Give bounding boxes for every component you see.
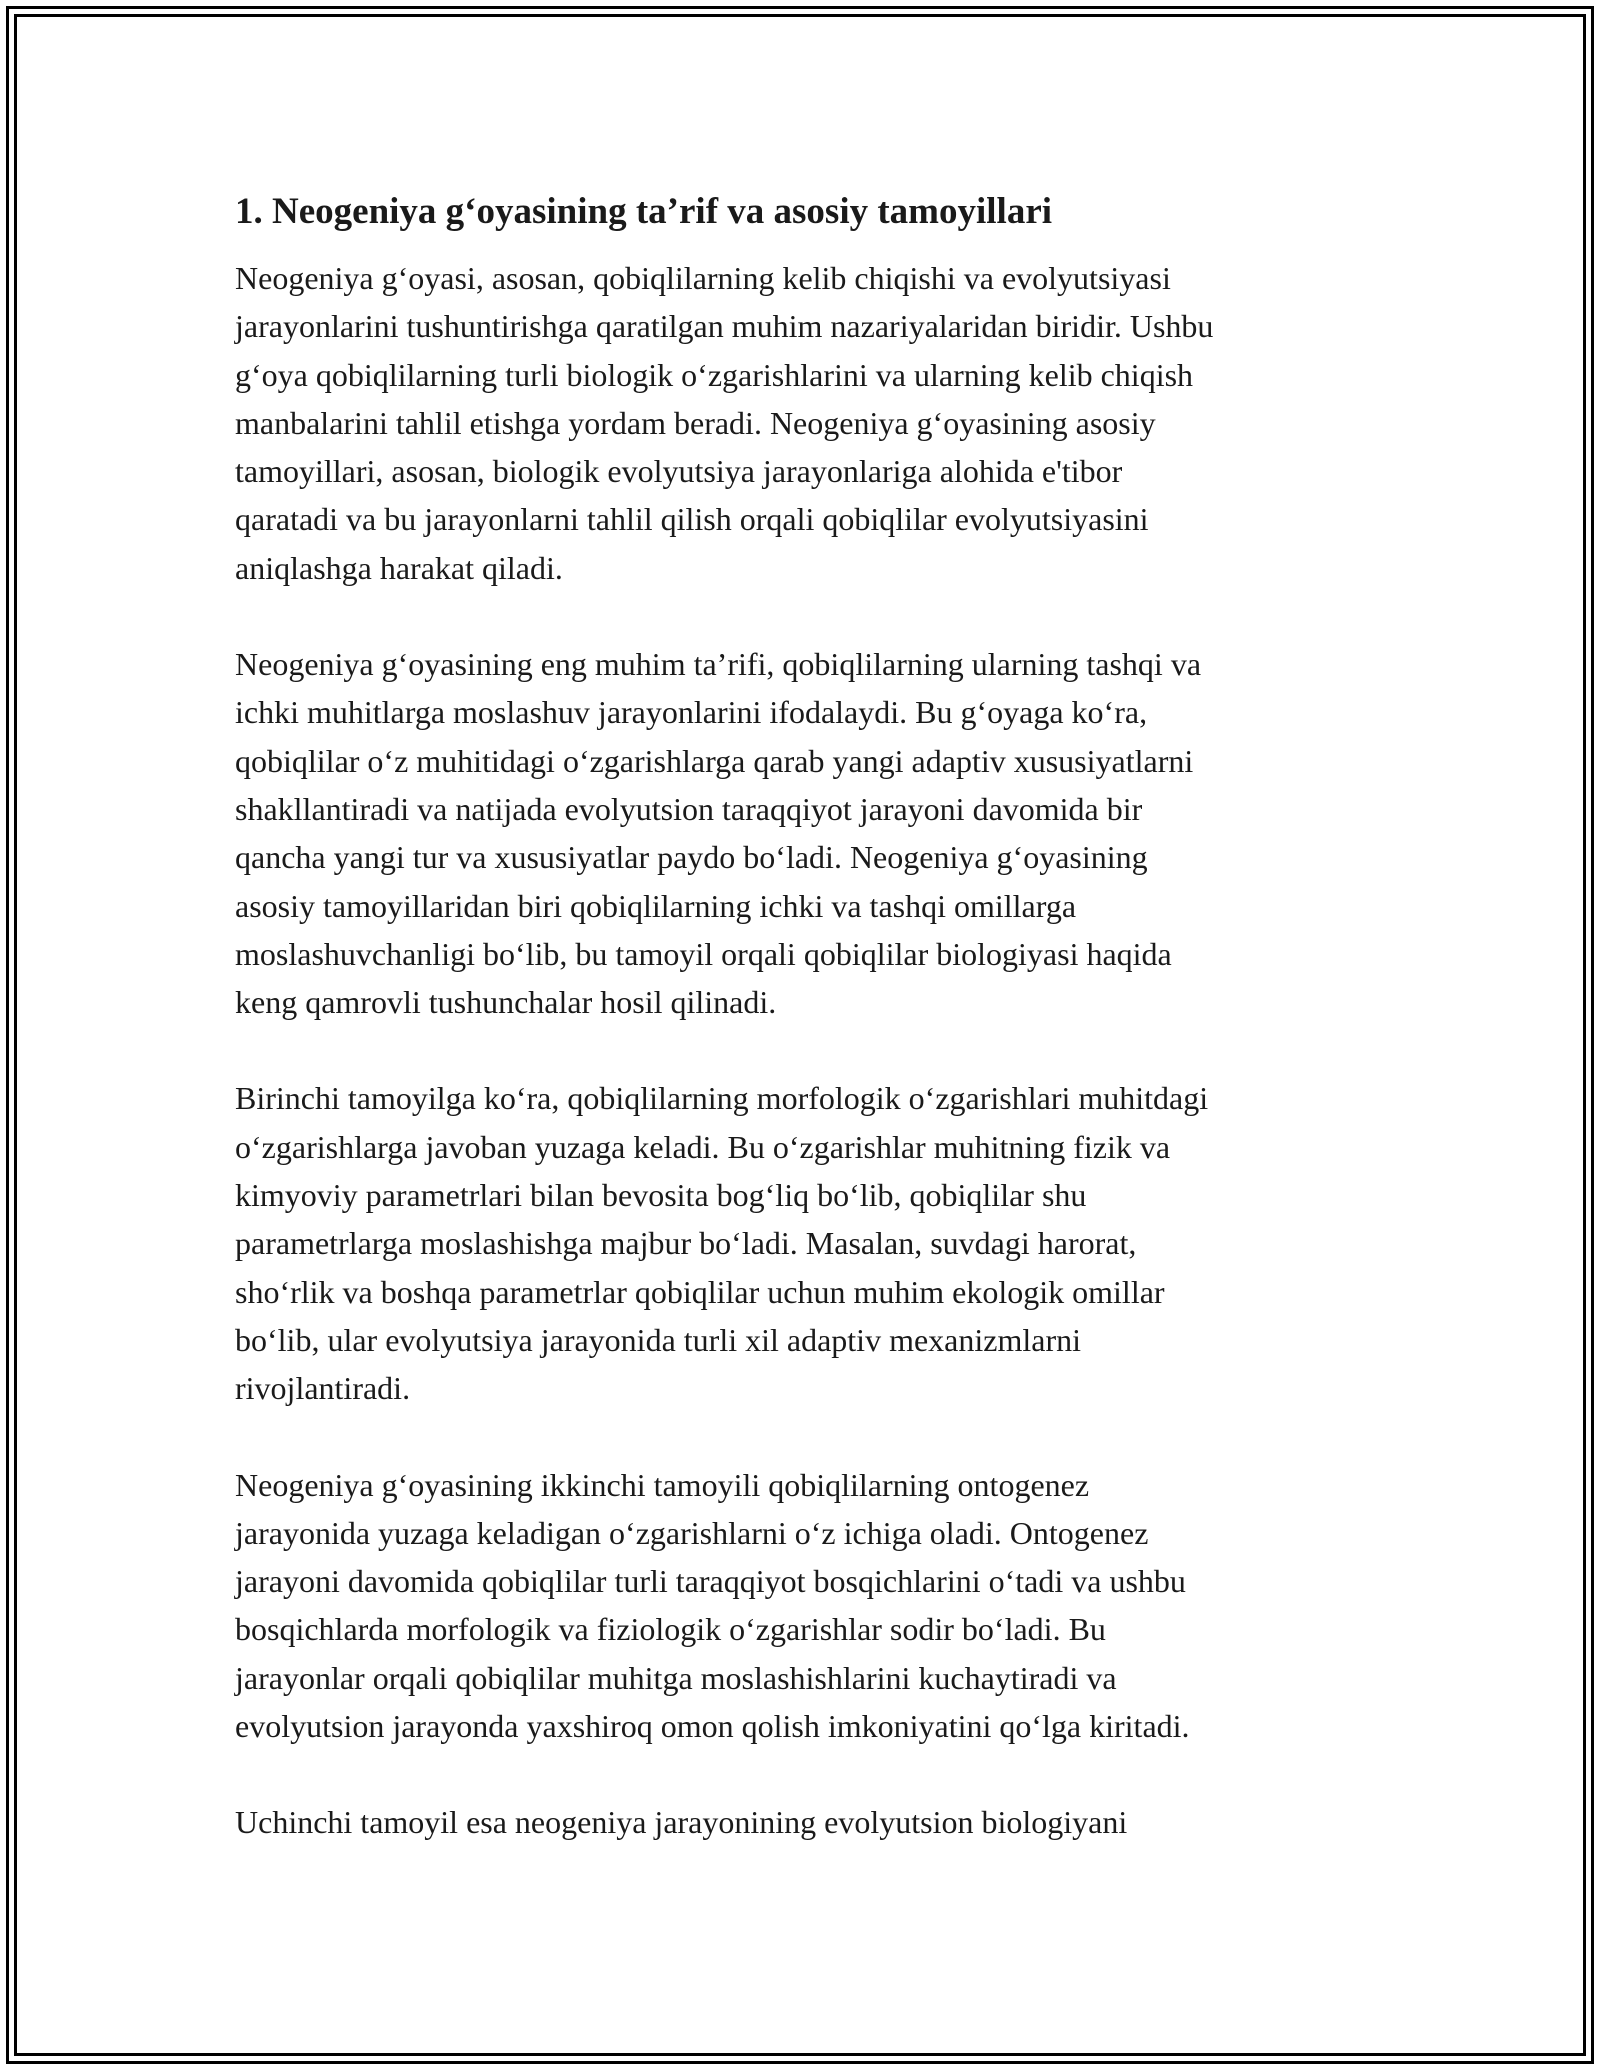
text-line: rivojlantiradi. bbox=[235, 1370, 411, 1407]
text-line: moslashuvchanligi bo‘lib, bu tamoyil orqali qobiqlilar biologiyasi haqida bbox=[235, 935, 1172, 972]
text-line: bosqichlarda morfologik va fiziologik o‘zgarishlar sodir bo‘ladi. Bu bbox=[235, 1611, 1106, 1648]
text-line: bo‘lib, ular evolyutsiya jarayonida turli xil adaptiv mexanizmlarni bbox=[235, 1321, 1081, 1358]
text-line: parametrlarga moslashishga majbur bo‘ladi. Masalan, suvdagi harorat, bbox=[235, 1225, 1137, 1262]
text-line: jarayonlar orqali qobiqlilar muhitga moslashishlarini kuchaytiradi va bbox=[235, 1659, 1117, 1696]
text-line: manbalarini tahlil etishga yordam beradi. Neogeniya g‘oyasining asosiy bbox=[235, 404, 1156, 441]
text-line: qaratadi va bu jarayonlarni tahlil qilish orqali qobiqlilar evolyutsiyasini bbox=[235, 501, 1149, 538]
section-heading: 1. Neogeniya g‘oyasining ta’rif va asosiy tamoyillari bbox=[235, 191, 1053, 232]
text-line: Neogeniya g‘oyasining ikkinchi tamoyili qobiqlilarning ontogenez bbox=[235, 1466, 1090, 1503]
text-line: o‘zgarishlarga javoban yuzaga keladi. Bu o‘zgarishlar muhitning fizik va bbox=[235, 1128, 1171, 1165]
text-line: asosiy tamoyillaridan biri qobiqlilarning ichki va tashqi omillarga bbox=[235, 887, 1077, 924]
text-line: evolyutsion jarayonda yaxshiroq omon qolish imkoniyatini qo‘lga kiritadi. bbox=[235, 1708, 1190, 1745]
text-line: sho‘rlik va boshqa parametrlar qobiqlilar uchun muhim ekologik omillar bbox=[235, 1273, 1165, 1310]
text-line: Uchinchi tamoyil esa neogeniya jarayonining evolyutsion biologiyani bbox=[235, 1804, 1128, 1841]
text-line: qobiqlilar o‘z muhitidagi o‘zgarishlarga qarab yangi adaptiv xususiyatlarni bbox=[235, 742, 1194, 779]
paragraph-4 bbox=[235, 1461, 1375, 1751]
paragraph-1 bbox=[235, 254, 1375, 592]
text-line: kimyoviy parametrlari bilan bevosita bog‘liq bo‘lib, qobiqlilar shu bbox=[235, 1177, 1087, 1214]
text-line: aniqlashga harakat qiladi. bbox=[235, 549, 563, 586]
document-body bbox=[235, 188, 1375, 1895]
paragraph-2 bbox=[235, 640, 1375, 1026]
text-line: Neogeniya g‘oyasining eng muhim ta’rifi, qobiqlilarning ularning tashqi va bbox=[235, 646, 1202, 683]
text-line: jarayonida yuzaga keladigan o‘zgarishlarni o‘z ichiga oladi. Ontogenez bbox=[235, 1514, 1149, 1551]
paragraph-3 bbox=[235, 1074, 1375, 1412]
text-line: Birinchi tamoyilga ko‘ra, qobiqlilarning morfologik o‘zgarishlari muhitdagi bbox=[235, 1080, 1209, 1117]
text-line: qancha yangi tur va xususiyatlar paydo bo‘ladi. Neogeniya g‘oyasining bbox=[235, 839, 1148, 876]
text-line: keng qamrovli tushunchalar hosil qilinadi. bbox=[235, 984, 777, 1021]
text-line: Neogeniya g‘oyasi, asosan, qobiqlilarning kelib chiqishi va evolyutsiyasi bbox=[235, 260, 1171, 296]
paragraph-5 bbox=[235, 1798, 1375, 1846]
text-line: ichki muhitlarga moslashuv jarayonlarini ifodalaydi. Bu g‘oyaga ko‘ra, bbox=[235, 694, 1148, 731]
text-line: jarayoni davomida qobiqlilar turli taraqqiyot bosqichlarini o‘tadi va ushbu bbox=[235, 1563, 1186, 1600]
text-line: jarayonlarini tushuntirishga qaratilgan muhim nazariyalaridan biridir. Ushbu bbox=[235, 308, 1214, 345]
text-line: g‘oya qobiqlilarning turli biologik o‘zgarishlarini va ularning kelib chiqish bbox=[235, 356, 1194, 393]
text-line: tamoyillari, asosan, biologik evolyutsiya jarayonlariga alohida e'tibor bbox=[235, 453, 1123, 490]
text-line: shakllantiradi va natijada evolyutsion taraqqiyot jarayoni davomida bir bbox=[235, 790, 1143, 827]
